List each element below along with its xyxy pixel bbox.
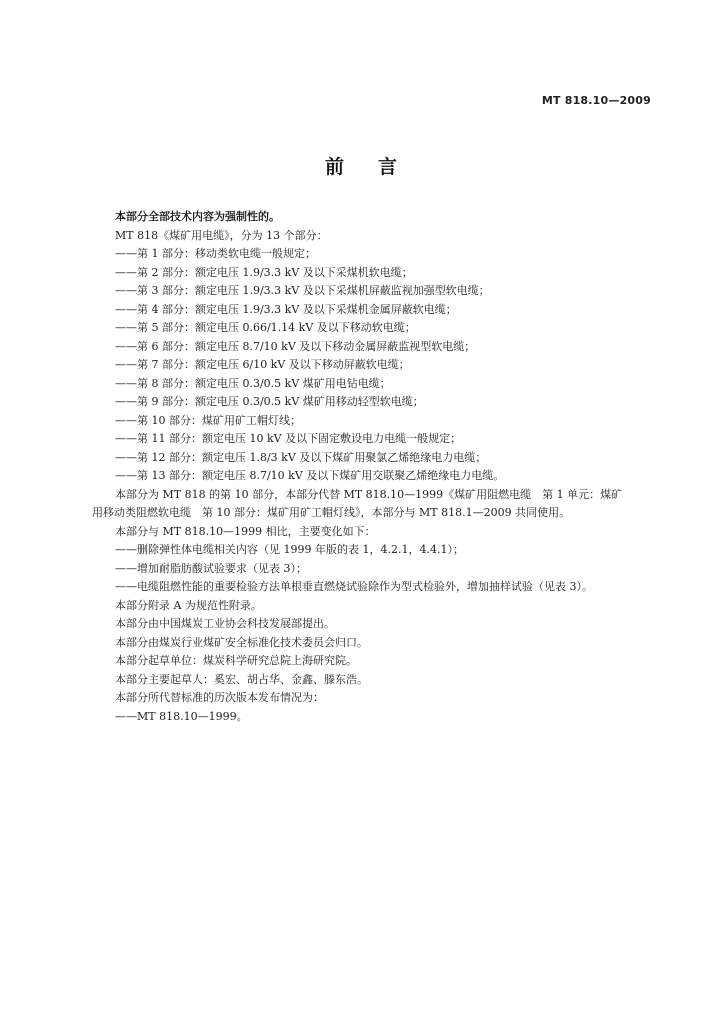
drafting-unit: 本部分起草单位：煤炭科学研究总院上海研究院。 [115,654,357,667]
history-item: ——MT 818.10—1999。 [115,709,248,723]
proposed-by: 本部分由中国煤炭工业协会科技发展部提出。 [115,617,335,630]
change-item: ——电缆阻燃性能的重要检验方法单根垂直燃烧试验除作为型式检验外，增加抽样试验（见表 3）。 [115,580,593,593]
list-item: ——第 9 部分：额定电压 0.3/0.5 kV 煤矿用移动轻型软电缆； [115,395,424,408]
list-item: ——第 12 部分：额定电压 1.8/3 kV 及以下煤矿用聚氯乙烯绝缘电力电缆； [115,450,487,464]
series-intro: MT 818《煤矿用电缆》，分为 13 个部分： [115,228,328,242]
list-item: ——第 2 部分：额定电压 1.9/3.3 kV 及以下采煤机软电缆； [115,265,413,279]
replace-statement-line-2: 用移动类阻燃软电缆 第 10 部分：煤矿用矿工帽灯线》，本部分与 MT 818.1—2009 共同使用。 [92,506,571,519]
list-item: ——第 3 部分：额定电压 1.9/3.3 kV 及以下采煤机屏蔽监视加强型软电缆； [115,284,490,297]
history-intro: 本部分所代替标准的历次版本发布情况为： [115,691,324,704]
changes-intro: 本部分与 MT 818.10—1999 相比，主要变化如下： [115,524,376,538]
change-item: ——增加耐脂肪酸试验要求（见表 3）； [115,561,307,575]
replace-statement-line-1: 本部分为 MT 818 的第 10 部分，本部分代替 MT 818.10—1999《煤矿用阻燃电缆 第 1 单元：煤矿 [115,487,623,501]
title-char-1: 前 [324,156,346,178]
mandatory-statement: 本部分全部技术内容为强制性的。 [115,210,280,223]
managed-by: 本部分由煤炭行业煤矿安全标准化技术委员会归口。 [115,635,368,649]
list-item: ——第 1 部分：移动类软电缆一般规定； [115,247,316,260]
annex-statement: 本部分附录 A 为规范性附录。 [115,598,262,612]
list-item: ——第 10 部分：煤矿用矿工帽灯线； [115,413,301,427]
list-item: ——第 11 部分：额定电压 10 kV 及以下固定敷设电力电缆一般规定； [115,432,462,445]
standard-number: MT 818.10—2009 [541,94,651,107]
list-item: ——第 13 部分：额定电压 8.7/10 kV 及以下煤矿用交联聚乙烯绝缘电力电缆。 [115,469,505,482]
foreword-body [92,208,672,726]
list-item: ——第 8 部分：额定电压 0.3/0.5 kV 煤矿用电钻电缆； [115,376,391,390]
page-title [0,152,724,179]
change-item: ——删除弹性体电缆相关内容（见 1999 年版的表 1，4.2.1，4.4.1）； [115,543,464,556]
drafters: 本部分主要起草人：奚宏、胡占华、金鑫、滕东浩。 [115,672,368,686]
list-item: ——第 7 部分：额定电压 6/10 kV 及以下移动屏蔽软电缆； [115,358,410,371]
title-char-2: 言 [378,156,400,178]
list-item: ——第 5 部分：额定电压 0.66/1.14 kV 及以下移动软电缆； [115,321,416,334]
list-item: ——第 4 部分：额定电压 1.9/3.3 kV 及以下采煤机金属屏蔽软电缆； [115,302,457,316]
list-item: ——第 6 部分：额定电压 8.7/10 kV 及以下移动金属屏蔽监视型软电缆； [115,339,476,353]
